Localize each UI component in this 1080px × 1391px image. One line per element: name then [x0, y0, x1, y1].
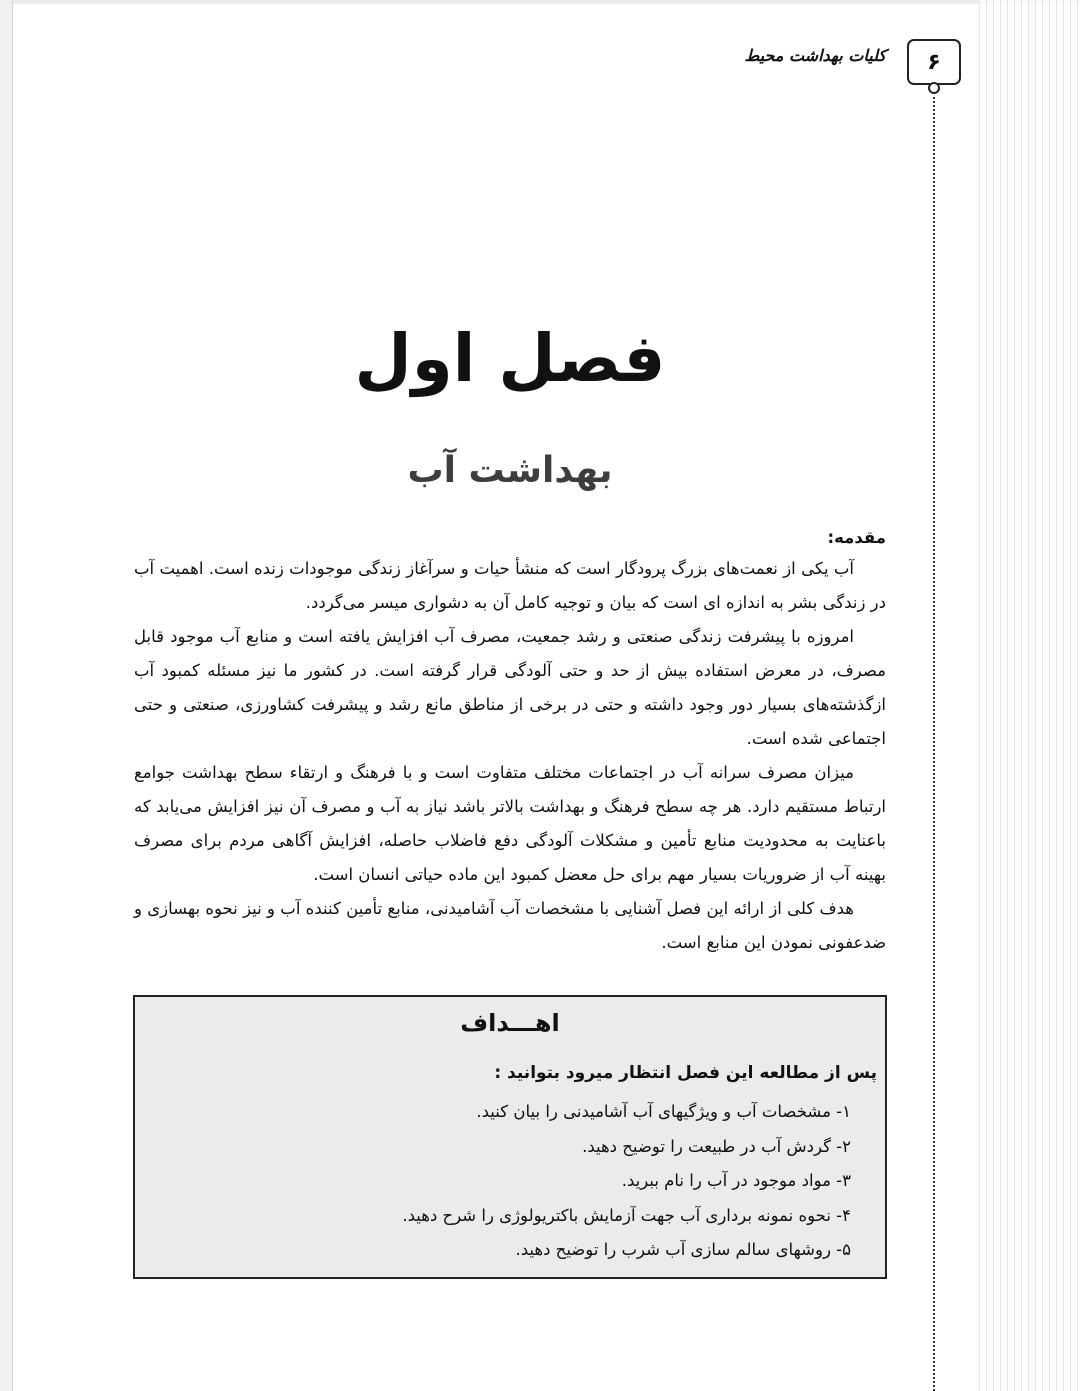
viewer-left-border: [0, 0, 13, 1391]
header-dotted-line: [933, 92, 935, 1391]
goal-item: ۲- گردش آب در طبیعت را توضیح دهید.: [582, 1136, 851, 1156]
chapter-title: فصل اول: [354, 320, 666, 397]
goal-item: ۳- مواد موجود در آب را نام ببرید.: [621, 1171, 851, 1190]
goals-intro: پس از مطالعه این فصل انتظار میرود بتوانید :: [494, 1063, 877, 1083]
goal-item: ۵- روشهای سالم سازی آب شرب را توضیح دهید.: [515, 1240, 851, 1259]
intro-paragraph: امروزه با پیشرفت زندگی صنعتی و رشد جمعیت، مصرف آب افزایش یافته است و منابع آب موجود قابل مصرف، در معرض استفاده بیش از حد و حتی آلودگی قرار گرفته است. در کشور ما نیز مسئله کمبود آب ازگذشته‌های بسیار دور وجود داشته و حتی در برخی از مناطق مانع رشد و پیشرفت کشاورزی، صنعتی و حتی اجتماعی شده است.: [134, 627, 886, 748]
goal-item: ۱- مشخصات آب و ویژگیهای آب آشامیدنی را بیان کنید.: [476, 1102, 851, 1121]
page-number: ۶: [907, 39, 961, 85]
chapter-subtitle: بهداشت آب: [407, 450, 613, 491]
viewer-top-border: [0, 0, 1080, 4]
intro-heading: مقدمه:: [827, 528, 886, 547]
goal-item: ۴- نحوه نمونه برداری آب جهت آزمایش باکتریولوژی را شرح دهید.: [402, 1205, 851, 1225]
running-header: کلیات بهداشت محیط: [744, 46, 886, 65]
goals-list: [402, 1095, 851, 1268]
intro-section: [134, 524, 886, 960]
page-edge-stripes: [980, 0, 1080, 1391]
intro-paragraph: هدف کلی از ارائه این فصل آشنایی با مشخصات آب آشامیدنی، منابع تأمین کننده آب و نیز نحوه بهسازی و ضدعفونی نمودن این منابع است.: [134, 899, 886, 952]
goals-box: [133, 995, 887, 1279]
goals-title: اهـــداف: [460, 1009, 560, 1037]
page-number-connector: [928, 82, 940, 94]
intro-paragraph: میزان مصرف سرانه آب در اجتماعات مختلف متفاوت است و با فرهنگ و ارتقاء سطح بهداشت جوامع ارتباط مستقیم دارد. هر چه سطح فرهنگ و بهداشت بالاتر باشد نیاز به آب و مصرف آن نیز افزایش می‌یابد که باعنایت به محدودیت منابع تأمین و مشکلات آلودگی دفع فاضلاب حاصله، افزایش آگاهی مردم برای مصرف بهینه آب از ضروریات بسیار مهم برای حل معضل کمبود این ماده حیاتی انسان است.: [134, 763, 886, 884]
intro-paragraph: آب یکی از نعمت‌های بزرگ پرودگار است که منشأ حیات و سرآغاز زندگی موجودات زنده است. اهمیت آب در زندگی بشر به اندازه ای است که بیان و توجیه کامل آن به دشواری میسر می‌گردد.: [134, 559, 886, 612]
